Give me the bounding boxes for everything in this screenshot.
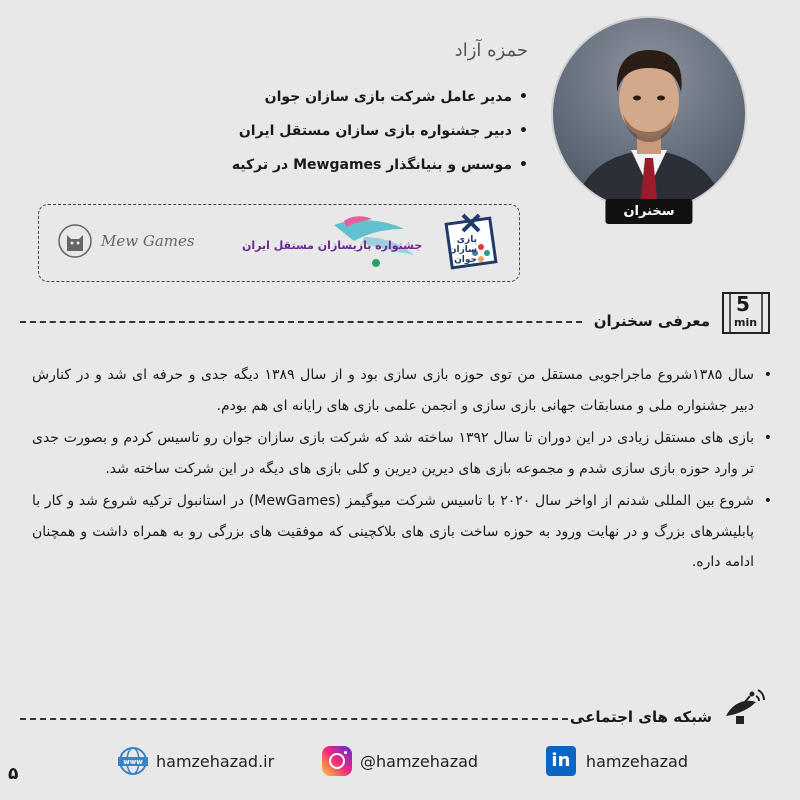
linkedin-handle: hamzehazad [585,751,688,771]
festival-logo-text: جشنواره بازیسازان مستقل ایران [242,239,423,252]
globe-web-icon [114,746,152,776]
speaker-roles-list [108,80,528,182]
speaker-name: حمزه آزاد [454,40,528,61]
website-link[interactable] [114,746,274,776]
bazi-sazan-text: بازی سازان جوان [448,235,477,265]
timer-number: 5 [736,292,750,316]
timer-icon [720,290,772,336]
speaker-portrait-illustration [553,18,745,210]
timer-unit: min [734,316,758,329]
intro-paragraph: • شروع بین المللی شدنم از اواخر سال ۲۰۲۰ با تاسیس شرکت میوگیمز (MewGames) در استانبول ترکیه شروع شد و کار با پابلیشرهای بزرگ و در نهایت ورود به حوزه ساخت بازی های بلاکچینی که موفقیت های بزرگی رو به همراه داشت و همچنان ادامه داره. [32,486,774,578]
satellite-icon [722,686,770,726]
intro-paragraphs [32,360,774,580]
linkedin-icon: in [546,746,576,776]
indie-festival-logo [234,215,434,271]
partner-logos-box [38,204,520,282]
role-item: • مدیر عامل شرکت بازی سازان جوان [108,80,528,114]
social-section-title: شبکه های اجتماعی [569,708,712,726]
svg-text:www: www [123,758,143,766]
bazi-sazan-logo [441,213,501,277]
instagram-link[interactable] [322,746,478,776]
page-number: ۵ [8,764,19,784]
instagram-icon [322,746,352,776]
website-url: hamzehazad.ir [156,751,275,771]
linkedin-link[interactable] [546,746,688,776]
intro-divider [20,321,582,323]
intro-section-title: معرفی سخنران [593,312,710,330]
role-item: • دبیر جشنواره بازی سازان مستقل ایران [108,114,528,148]
mew-games-logo [57,221,195,261]
cat-icon [57,221,93,261]
speaker-photo-container [553,18,745,219]
social-divider [20,718,568,720]
speaker-badge: سخنران [605,199,692,224]
instagram-handle: @hamzehazad [360,751,479,771]
role-item: • موسس و بنیانگذار Mewgames در ترکیه [108,148,528,182]
intro-paragraph: • بازی های مستقل زیادی در این دوران تا سال ۱۳۹۲ ساخته شد که شرکت بازی سازان جوان رو تاسیس کردم و بصورت جدی تر وارد حوزه بازی سازی شدم و مجموعه بازی های دیرین دیرین و کلی بازی های دیگه در این شرکت ساخته شد. [32,423,774,484]
intro-paragraph: • سال ۱۳۸۵شروع ماجراجویی مستقل من توی حوزه بازی سازی بود و از سال ۱۳۸۹ دیگه جدی و حرفه ای شد و در کنارش دبیر جشنواره ملی و مسابقات جهانی بازی سازی و انجمن علمی بازی های رایانه ای هم بودم. [32,360,774,421]
mew-games-text: Mew Games [101,232,195,250]
speaker-photo [553,18,745,210]
